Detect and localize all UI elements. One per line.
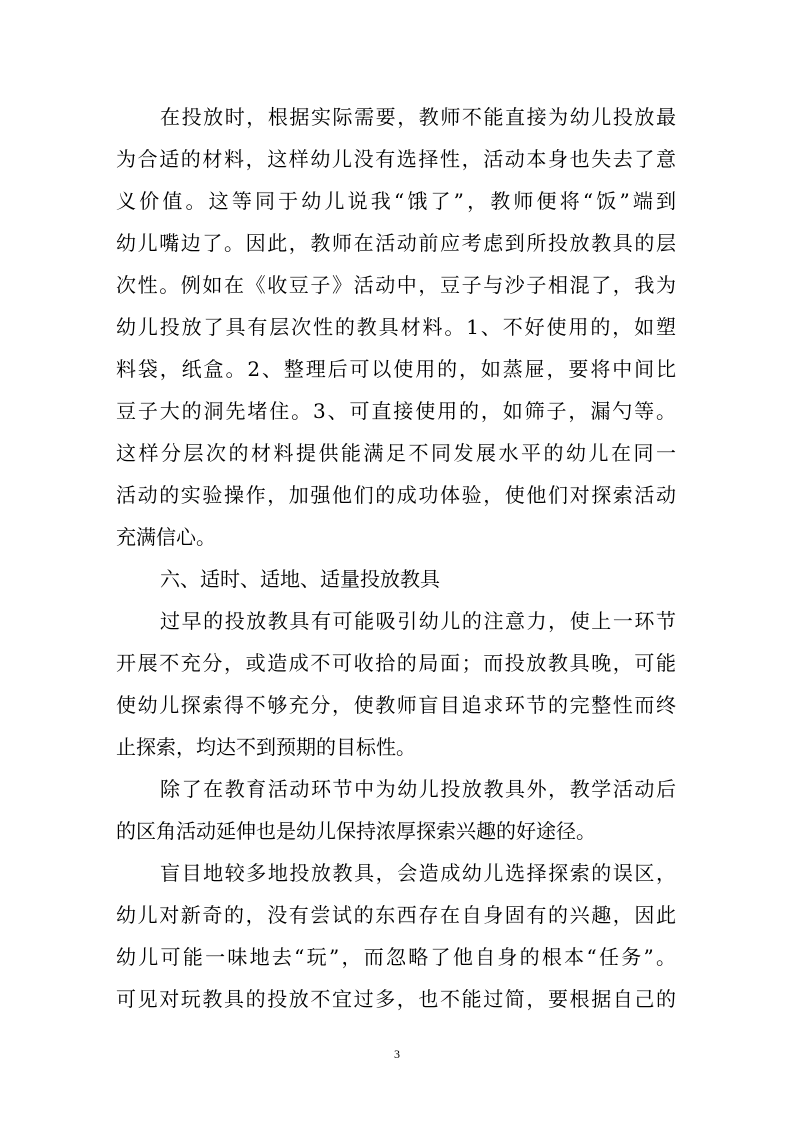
paragraph-line: 幼儿嘴边了。因此，教师在活动前应考虑到所投放教具的层: [116, 231, 676, 255]
page-number: 3: [394, 1047, 400, 1061]
paragraph-line: 为合适的材料，这样幼儿没有选择性，活动本身也失去了意: [116, 147, 676, 171]
paragraph-line: 除了在教育活动环节中为幼儿投放教具外，教学活动后: [160, 777, 676, 801]
paragraph-line: 豆子大的洞先堵住。3、可直接使用的，如筛子，漏勺等。: [116, 399, 676, 423]
paragraph-line: 这样分层次的材料提供能满足不同发展水平的幼儿在同一: [116, 441, 676, 465]
paragraph-line: 次性。例如在《收豆子》活动中，豆子与沙子相混了，我为: [116, 273, 676, 297]
section-heading: 六、适时、适地、适量投放教具: [160, 567, 440, 591]
paragraph-line: 盲目地较多地投放教具，会造成幼儿选择探索的误区，: [160, 861, 676, 885]
paragraph-line: 的区角活动延伸也是幼儿保持浓厚探索兴趣的好途径。: [116, 819, 596, 843]
paragraph-line: 充满信心。: [116, 525, 216, 549]
paragraph-line: 幼儿可能一味地去“玩”，而忽略了他自身的根本“任务”。: [116, 945, 676, 969]
paragraph-line: 止探索，均达不到预期的目标性。: [116, 735, 416, 759]
paragraph-line: 在投放时，根据实际需要，教师不能直接为幼儿投放最: [160, 105, 676, 129]
paragraph-line: 活动的实验操作，加强他们的成功体验，使他们对探索活动: [116, 483, 676, 507]
paragraph-line: 幼儿投放了具有层次性的教具材料。1、不好使用的，如塑: [116, 315, 676, 339]
paragraph-line: 义价值。这等同于幼儿说我“饿了”，教师便将“饭”端到: [116, 189, 676, 213]
paragraph-line: 料袋，纸盒。2、整理后可以使用的，如蒸屉，要将中间比: [116, 357, 676, 381]
paragraph-line: 可见对玩教具的投放不宜过多，也不能过简，要根据自己的: [116, 987, 676, 1011]
paragraph-line: 幼儿对新奇的，没有尝试的东西存在自身固有的兴趣，因此: [116, 903, 676, 927]
paragraph-line: 过早的投放教具有可能吸引幼儿的注意力，使上一环节: [160, 609, 676, 633]
paragraph-line: 使幼儿探索得不够充分，使教师盲目追求环节的完整性而终: [116, 693, 676, 717]
paragraph-line: 开展不充分，或造成不可收拾的局面；而投放教具晚，可能: [116, 651, 676, 675]
